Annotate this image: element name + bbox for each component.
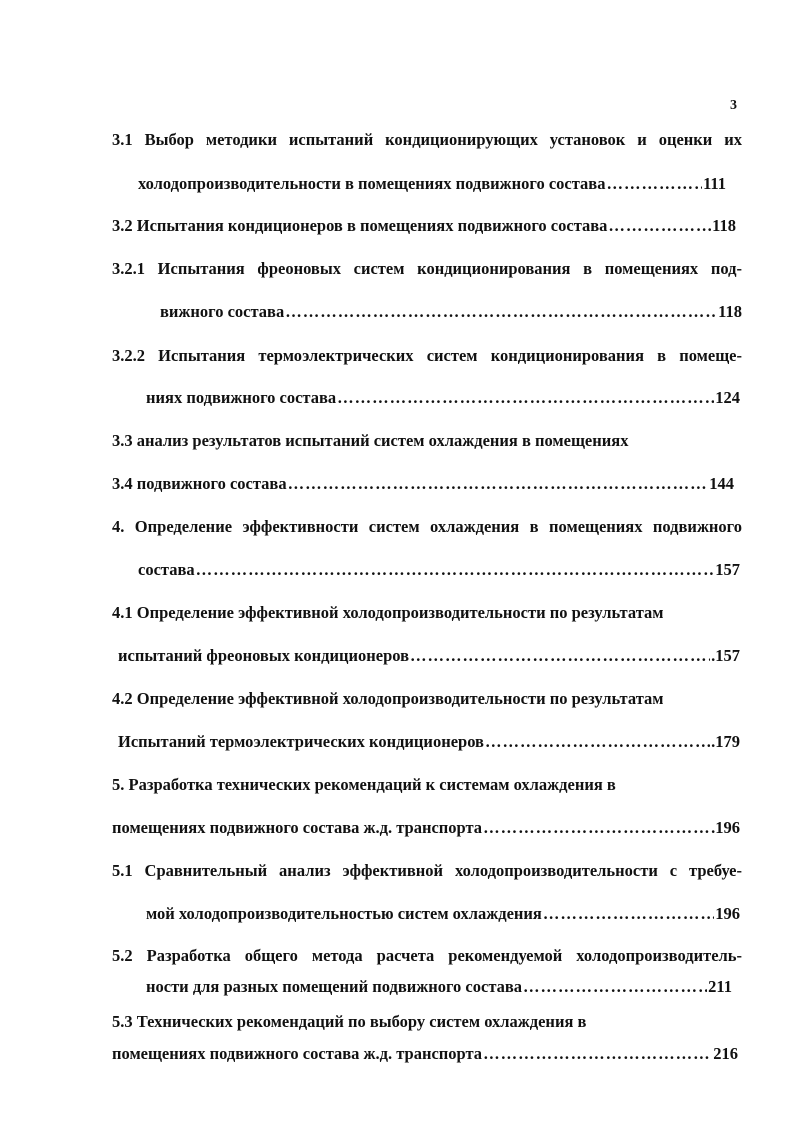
toc-entry-title: помещениях подвижного состава ж.д. транспорта (112, 1044, 483, 1063)
toc-entry-page: 111 (703, 174, 726, 193)
toc-line: 5.1 Сравнительный анализ эффективной холодопроизводительности с требуе- (112, 861, 742, 880)
toc-line: 4.2 Определение эффективной холодопроизводительности по результатам (112, 689, 664, 708)
toc-entry-page: 118 (718, 302, 742, 321)
toc-entry-title: 3.2 Испытания кондиционеров в помещениях подвижного состава (112, 216, 608, 235)
toc-line: 3.3 анализ результатов испытаний систем охлаждения в помещениях (112, 431, 629, 450)
dot-leader (483, 1044, 712, 1064)
toc-entry-page: 211 (708, 977, 732, 996)
toc-entry-title: холодопроизводительности в помещениях подвижного состава (138, 174, 606, 193)
toc-entry[interactable] (146, 977, 732, 997)
toc-entry[interactable] (146, 904, 740, 924)
dot-leader (285, 302, 717, 322)
toc-line: 5.3 Технических рекомендаций по выбору систем охлаждения в (112, 1012, 587, 1031)
toc-entry-page: 196 (715, 904, 740, 923)
dot-leader (606, 174, 702, 194)
dot-leader (196, 560, 715, 580)
dot-leader (485, 732, 710, 752)
toc-entry[interactable] (118, 732, 740, 752)
toc-line: 4. Определение эффективности систем охлаждения в помещениях подвижного (112, 517, 742, 536)
toc-line: 4.1 Определение эффективной холодопроизводительности по результатам (112, 603, 664, 622)
toc-entry[interactable] (138, 560, 740, 580)
toc-entry-title: ности для разных помещений подвижного состава (146, 977, 523, 996)
dot-leader (288, 474, 709, 494)
toc-entry-title: состава (138, 560, 195, 579)
toc-entry-page: .157 (711, 646, 740, 665)
toc-entry[interactable] (112, 216, 736, 236)
dot-leader (337, 388, 714, 408)
toc-line: 5.2 Разработка общего метода расчета рекомендуемой холодопроизводитель- (112, 946, 742, 965)
dot-leader (523, 977, 707, 997)
toc-entry[interactable] (118, 646, 740, 666)
toc-entry[interactable] (138, 174, 726, 194)
dot-leader (483, 818, 710, 838)
toc-entry-title: вижного состава (160, 302, 285, 321)
toc-entry-title: испытаний фреоновых кондиционеров (118, 646, 410, 665)
toc-line: 5. Разработка технических рекомендаций к системам охлаждения в (112, 775, 616, 794)
toc-entry[interactable] (160, 302, 742, 322)
toc-entry-title: мой холодопроизводительностью систем охлаждения (146, 904, 542, 923)
toc-entry-page: 216 (713, 1044, 738, 1063)
toc-line: 3.1 Выбор методики испытаний кондиционирующих установок и оценки их (112, 130, 742, 149)
dot-leader (543, 904, 714, 924)
toc-entry-page: 124 (715, 388, 740, 407)
toc-entry[interactable] (112, 1044, 738, 1064)
toc-entry-title: помещениях подвижного состава ж.д. транспорта (112, 818, 483, 837)
toc-line: 3.2.1 Испытания фреоновых систем кондиционирования в помещениях под- (112, 259, 742, 278)
toc-entry-page: 157 (715, 560, 740, 579)
dot-leader (410, 646, 710, 666)
toc-entry-page: 118 (712, 216, 736, 235)
toc-entry-title: ниях подвижного состава (146, 388, 337, 407)
toc-entry-title: Испытаний термоэлектрических кондиционеров (118, 732, 484, 751)
toc-entry-page: .196 (711, 818, 740, 837)
toc-entry-page: 144 (709, 474, 734, 493)
page-number: 3 (730, 98, 737, 113)
toc-entry[interactable] (112, 474, 734, 494)
toc-entry[interactable] (146, 388, 740, 408)
toc-entry-title: 3.4 подвижного состава (112, 474, 287, 493)
dot-leader (608, 216, 711, 236)
toc-entry[interactable] (112, 818, 740, 838)
toc-entry-page: .179 (711, 732, 740, 751)
toc-line: 3.2.2 Испытания термоэлектрических систем кондиционирования в помеще- (112, 346, 742, 365)
